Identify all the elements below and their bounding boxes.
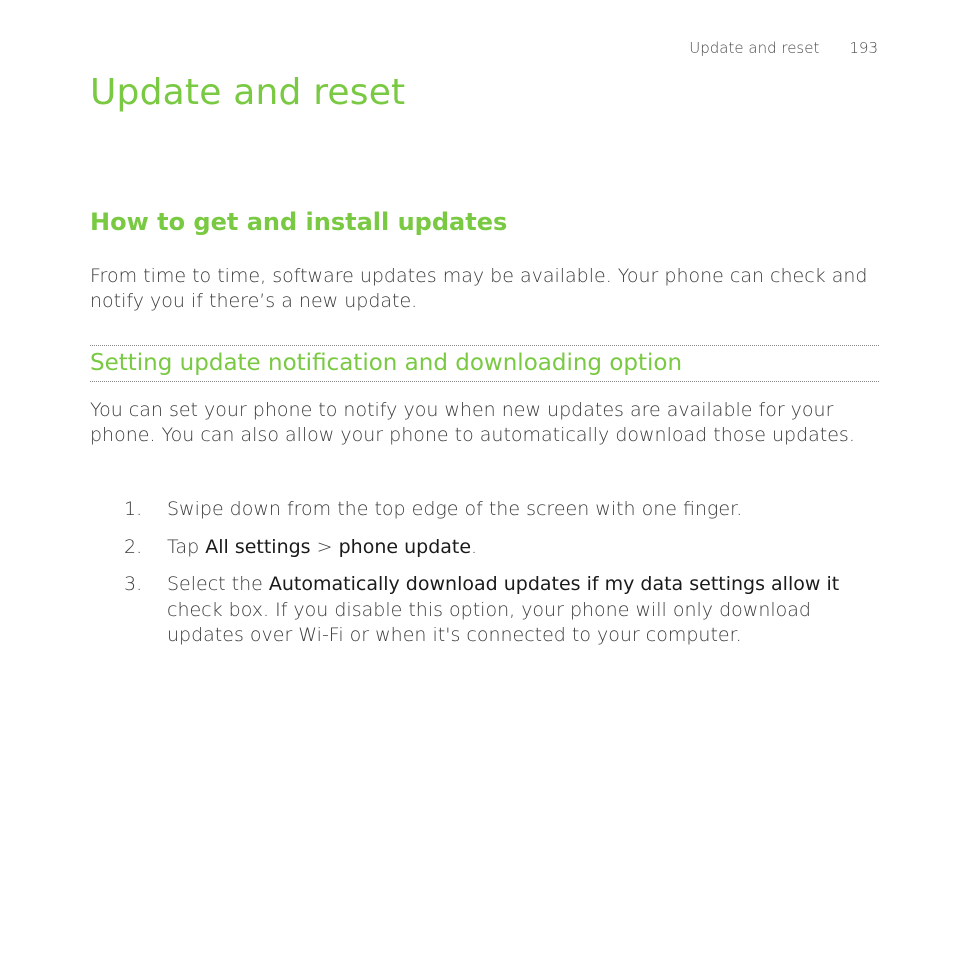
subsection-heading: Setting update notification and downloading option (90, 350, 683, 376)
subsection-divider-top (90, 345, 879, 346)
ui-label-phone-update: phone update (338, 535, 472, 558)
page-number: 193 (849, 39, 878, 57)
step-text-separator: > (310, 535, 339, 558)
page-title: Update and reset (90, 72, 406, 113)
ui-label-auto-download-option: Automatically download updates if my data settings allow it (268, 573, 840, 595)
step-number: 1. (124, 498, 143, 520)
step-item (90, 535, 880, 561)
running-header (689, 39, 878, 57)
step-text-suffix: check box. If you disable this option, your phone will only download updates over Wi-Fi or when it's connected to your computer. (167, 598, 811, 646)
section-heading: How to get and install updates (90, 208, 508, 236)
step-text-prefix: Tap (167, 535, 206, 558)
step-item (90, 497, 880, 523)
step-number: 2. (124, 535, 143, 558)
step-item (90, 572, 880, 649)
subsection-divider-bottom (90, 381, 879, 382)
step-text: Swipe down from the top edge of the screen with one finger. (167, 498, 743, 520)
running-header-chapter: Update and reset (689, 39, 820, 57)
ui-label-all-settings: All settings (205, 535, 311, 558)
step-number: 3. (124, 573, 143, 595)
section-intro-paragraph: From time to time, software updates may be available. Your phone can check and notify you if there’s a new update. (90, 265, 868, 312)
steps-list (90, 497, 880, 661)
step-text-suffix: . (471, 535, 478, 558)
step-text-prefix: Select the (167, 573, 269, 595)
subsection-description: You can set your phone to notify you when new updates are available for your phone. You can also allow your phone to automatically download those updates. (90, 399, 855, 446)
